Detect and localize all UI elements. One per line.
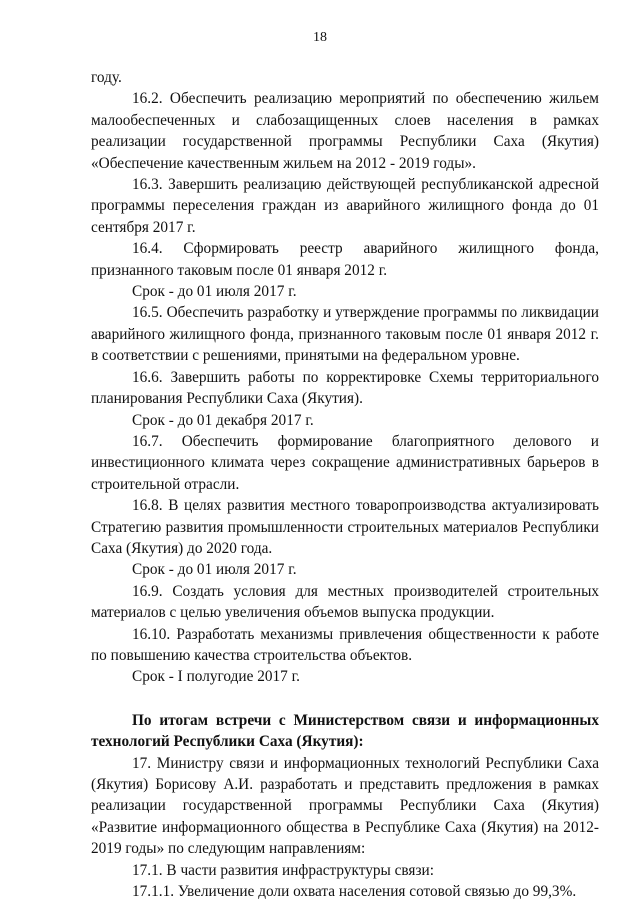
paragraph-item-16-9: 16.9. Создать условия для местных производителей строительных материалов с целью увеличения объемов выпуска продукции.	[91, 582, 599, 622]
paragraph-deadline: Срок - до 01 декабря 2017 г.	[132, 411, 314, 429]
document-body	[91, 67, 599, 902]
paragraph-group-housing	[91, 67, 599, 688]
paragraph-group-communications	[91, 753, 599, 903]
paragraph-item-16-8: 16.8. В целях развития местного товаропроизводства актуализировать Стратегию развития промышленности строительных материалов Республики Саха (Якутия) до 2020 года.	[91, 497, 599, 557]
paragraph-item-17-1: 17.1. В части развития инфраструктуры связи:	[132, 861, 434, 879]
page-number: 18	[313, 30, 327, 45]
paragraph-deadline: Срок - I полугодие 2017 г.	[132, 668, 300, 686]
paragraph-deadline: Срок - до 01 июля 2017 г.	[132, 561, 297, 579]
section-heading: По итогам встречи с Министерством связи и информационных технологий Республики Саха (Якутия):	[91, 711, 599, 751]
paragraph-item-16-6: 16.6. Завершить работы по корректировке Схемы территориального планирования Республики Саха (Якутия).	[91, 368, 599, 408]
paragraph-continuation: году.	[91, 69, 122, 86]
paragraph-item-16-3: 16.3. Завершить реализацию действующей республиканской адресной программы переселения граждан из аварийного жилищного фонда до 01 сентября 2017 г.	[91, 176, 599, 236]
paragraph-deadline: Срок - до 01 июля 2017 г.	[132, 283, 297, 301]
paragraph-item-16-5: 16.5. Обеспечить разработку и утверждение программы по ликвидации аварийного жилищного фонда, признанного таковым после 01 января 2012 г. в соответствии с решениями, принятыми на федеральном уровне.	[91, 304, 599, 365]
paragraph-item-16-2: 16.2. Обеспечить реализацию мероприятий по обеспечению жильем малообеспеченных и слабозащищенных слоев населения в рамках реализации государственной программы Республики Саха (Якутия) «Обеспечение качественным жильем на 2012 - 2019 годы».	[91, 90, 599, 172]
paragraph-item-16-7: 16.7. Обеспечить формирование благоприятного делового и инвестиционного климата через сокращение административных барьеров в строительной отрасли.	[91, 432, 599, 493]
paragraph-item-16-10: 16.10. Разработать механизмы привлечения общественности к работе по повышению качества строительства объектов.	[91, 625, 599, 664]
paragraph-item-17: 17. Министру связи и информационных технологий Республики Саха (Якутия) Борисову А.И. разработать и представить предложения в рамках реализации государственной программы Республики Саха (Якутия) «Развитие информационного общества в Республике Саха (Якутия) на 2012-2019 годы» по следующим направлениям:	[91, 754, 599, 858]
paragraph-item-17-1-1: 17.1.1. Увеличение доли охвата населения сотовой связью до 99,3%.	[132, 883, 577, 901]
section-spacer	[91, 688, 599, 710]
paragraph-item-16-4: 16.4. Сформировать реестр аварийного жилищного фонда, признанного таковым после 01 января 2012 г.	[91, 240, 599, 279]
